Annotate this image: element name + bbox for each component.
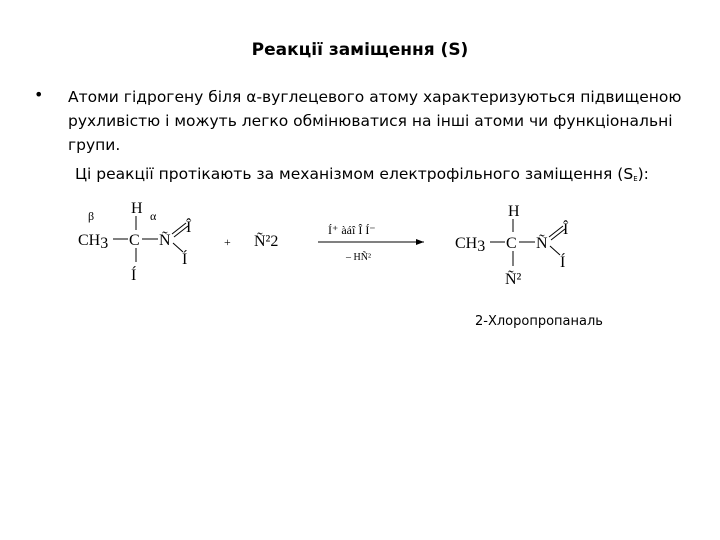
product-name: 2-Хлоропропаналь — [475, 314, 603, 329]
reactant-c: C — [129, 232, 140, 249]
product-structure — [455, 203, 569, 288]
reactant-h-top: H — [131, 200, 143, 217]
mechanism-subscript: E — [633, 175, 638, 183]
alpha-label: α — [150, 209, 157, 223]
arrow-condition-top: Í⁺ àáî Î Í⁻ — [328, 223, 376, 237]
reactant-h-bottom: Í — [131, 267, 137, 284]
product-cl: Ñ² — [505, 271, 522, 288]
reactant-o: Î — [186, 219, 192, 236]
beta-label: β — [88, 209, 95, 223]
product-double-bond-1 — [549, 226, 563, 237]
slide-title: Реакції заміщення (S) — [251, 40, 469, 60]
reactant-h-ald: Í — [182, 251, 188, 268]
reactant-double-bond-1 — [172, 223, 186, 234]
bullet-marker: • — [34, 85, 44, 104]
mechanism-text-end: ): — [637, 165, 649, 183]
reaction-scheme — [0, 190, 720, 310]
reaction-arrow — [318, 223, 424, 263]
product-o: Î — [563, 221, 569, 238]
product-n: Ñ — [536, 235, 548, 252]
plus-sign: + — [224, 235, 231, 249]
product-ch3: CH3 — [455, 235, 486, 255]
mechanism-text-main: Ці реакції протікають за механізмом електрофільного заміщення (S — [75, 165, 634, 183]
mechanism-text — [75, 162, 695, 191]
reagent-cl2: Ñ²2 — [254, 233, 279, 250]
reactant-n: Ñ — [159, 232, 171, 249]
reactant-ch3: CH3 — [78, 232, 109, 252]
bullet-text: Атоми гідрогену біля α-вуглецевого атому характеризуються підвищеною рухливістю і можуть легко обмінюватися на інші атоми чи функціональні групи. — [68, 88, 682, 154]
arrow-condition-bottom: – HÑ² — [346, 252, 371, 263]
product-bond-h — [550, 246, 560, 255]
product-c: C — [506, 235, 517, 252]
product-h-ald: Í — [560, 254, 566, 271]
product-h-top: H — [508, 203, 520, 220]
arrow-head — [416, 239, 424, 245]
reactant-structure — [78, 200, 192, 284]
